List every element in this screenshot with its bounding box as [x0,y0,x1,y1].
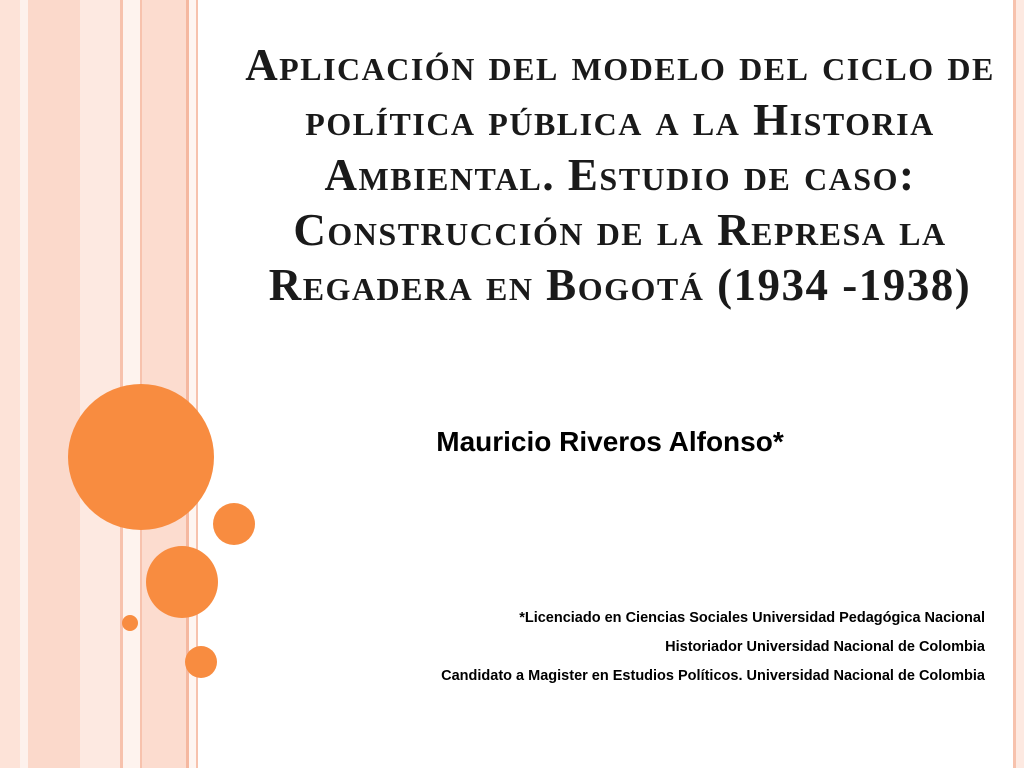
small-circle-lower [185,646,217,678]
stripe-right-band [1016,0,1024,768]
stripe-band-4 [80,0,120,768]
large-circle [68,384,214,530]
small-circle-upper [213,503,255,545]
tiny-circle [122,615,138,631]
stripe-band-1 [0,0,20,768]
medium-circle [146,546,218,618]
stripe-band-2 [20,0,28,768]
credit-line: Historiador Universidad Nacional de Colombia [665,639,985,655]
credit-line: *Licenciado en Ciencias Sociales Universidad Pedagógica Nacional [519,610,985,626]
author-name: Mauricio Riveros Alfonso* [436,426,784,457]
slide-title: Aplicación del modelo del ciclo de política pública a la Historia Ambiental. Estudio de caso: Construcción de la Represa la Regadera en Bogotá (1934 -1938) [245,40,995,310]
author-credits [290,604,985,691]
credit-line: Candidato a Magister en Estudios Políticos. Universidad Nacional de Colombia [441,668,985,684]
stripe-band-3 [28,0,80,768]
